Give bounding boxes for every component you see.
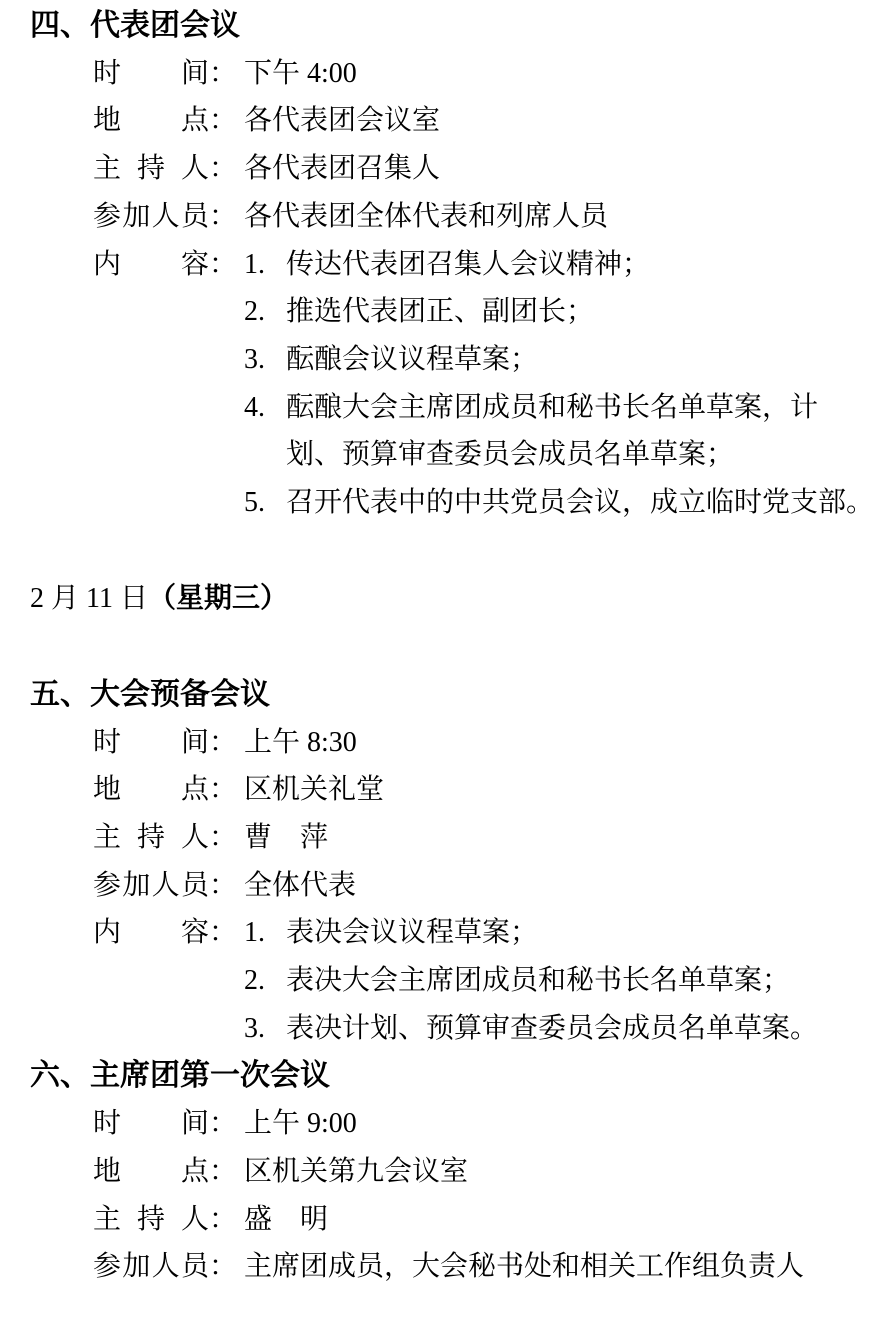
- field-value: 区机关礼堂: [244, 774, 385, 806]
- field-label: 内容: [93, 917, 209, 949]
- section-heading-6: 六、主席团第一次会议: [30, 1059, 330, 1093]
- field-value: 下午 4:00: [244, 57, 357, 89]
- section-heading-4: 四、代表团会议: [30, 9, 240, 42]
- content-item: [244, 288, 874, 336]
- blank-line: [30, 623, 865, 671]
- field-attendees-5: [93, 862, 865, 910]
- field-value: 主席团成员，大会秘书处和相关工作组负责人: [244, 1251, 805, 1283]
- content-item: [244, 957, 818, 1005]
- field-label: 主持人: [93, 821, 209, 853]
- field-colon: ：: [209, 774, 238, 806]
- field-label: 参加人员: [93, 1251, 209, 1283]
- content-item-list: [244, 241, 874, 527]
- field-attendees-6: [93, 1243, 865, 1291]
- item-text: 表决大会主席团成员和秘书长名单草案；: [286, 965, 791, 997]
- item-number: 4.: [244, 391, 266, 423]
- item-number: 1.: [244, 917, 266, 949]
- item-number: 2.: [244, 965, 266, 997]
- field-colon: ：: [209, 248, 238, 280]
- field-place-6: [93, 1148, 865, 1196]
- field-label: 时间: [93, 1108, 209, 1140]
- field-label: 时间: [93, 57, 209, 89]
- item-text: 划、预算审查委员会成员名单草案；: [286, 439, 735, 471]
- field-value: 上午 8:30: [244, 726, 357, 758]
- field-time-5: [93, 719, 865, 767]
- field-value: 各代表团召集人: [244, 153, 441, 185]
- content-item-list: [244, 909, 818, 1052]
- content-item: [244, 336, 874, 384]
- field-place-5: [93, 766, 865, 814]
- field-value: 区机关第九会议室: [244, 1155, 469, 1187]
- field-label: 参加人员: [93, 869, 209, 901]
- field-label: 地点: [93, 774, 209, 806]
- field-colon: ：: [209, 726, 238, 758]
- field-colon: ：: [209, 1155, 238, 1187]
- item-number: 5.: [244, 487, 266, 519]
- field-value: 盛 明: [244, 1203, 329, 1235]
- field-colon: ：: [209, 105, 238, 137]
- content-item: [244, 909, 818, 957]
- field-colon: ：: [209, 200, 238, 232]
- item-text: 推选代表团正、副团长；: [286, 296, 595, 328]
- item-text: 传达代表团召集人会议精神；: [286, 248, 651, 280]
- field-colon: ：: [209, 1251, 238, 1283]
- item-number: 3.: [244, 343, 266, 375]
- item-number: 3.: [244, 1012, 266, 1044]
- field-label: 时间: [93, 726, 209, 758]
- section-heading-5: 五、大会预备会议: [30, 677, 270, 711]
- field-value: 曹 萍: [244, 821, 329, 853]
- field-colon: ：: [209, 869, 238, 901]
- item-text: 酝酿大会主席团成员和秘书长名单草案，计: [286, 391, 819, 423]
- field-colon: ：: [209, 917, 238, 949]
- field-colon: ：: [209, 821, 238, 853]
- content-item: [244, 241, 874, 289]
- item-text: 表决会议议程草案；: [286, 917, 539, 949]
- field-colon: ：: [209, 57, 238, 89]
- date-text: 2 月 11 日: [30, 583, 148, 615]
- field-attendees-4: [93, 193, 865, 241]
- item-number: 1.: [244, 248, 266, 280]
- field-label: 地点: [93, 105, 209, 137]
- field-time-4: [93, 50, 865, 98]
- date-weekday: （星期三）: [147, 582, 288, 614]
- field-time-6: [93, 1100, 865, 1148]
- content-item: [244, 1005, 818, 1053]
- field-label: 参加人员: [93, 200, 209, 232]
- field-content-5: [93, 909, 865, 1052]
- field-label: 地点: [93, 1155, 209, 1187]
- field-host-4: [93, 145, 865, 193]
- blank-line: [30, 527, 865, 575]
- item-text: 召开代表中的中共党员会议，成立临时党支部。: [286, 487, 875, 519]
- field-label: 内容: [93, 248, 209, 280]
- item-text: 表决计划、预算审查委员会成员名单草案。: [286, 1012, 819, 1044]
- field-value: 各代表团全体代表和列席人员: [244, 200, 609, 232]
- field-colon: ：: [209, 153, 238, 185]
- content-item: [244, 384, 874, 479]
- field-place-4: [93, 97, 865, 145]
- field-host-6: [93, 1196, 865, 1244]
- field-label: 主持人: [93, 153, 209, 185]
- field-label: 主持人: [93, 1203, 209, 1235]
- field-value: 各代表团会议室: [244, 105, 441, 137]
- field-colon: ：: [209, 1203, 238, 1235]
- field-value: 上午 9:00: [244, 1108, 357, 1140]
- item-number: 2.: [244, 296, 266, 328]
- field-content-4: [93, 241, 875, 527]
- content-item: [244, 479, 874, 527]
- date-line: [30, 574, 865, 623]
- item-text: 酝酿会议议程草案；: [286, 343, 539, 375]
- field-host-5: [93, 814, 865, 862]
- field-colon: ：: [209, 1108, 238, 1140]
- field-value: 全体代表: [244, 869, 357, 901]
